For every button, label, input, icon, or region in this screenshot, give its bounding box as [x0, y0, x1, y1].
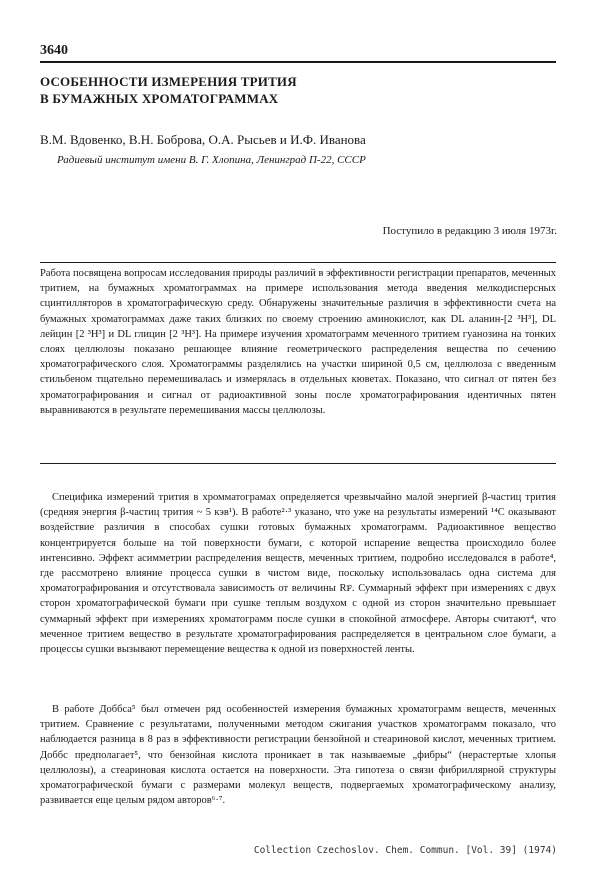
received-date: Поступило в редакцию 3 июля 1973г.: [382, 225, 557, 237]
body-paragraph-2: В работе Доббса⁵ был отмечен ряд особенностей измерения бумажных хроматограмм веществ, меченных тритием. Сравнение с результатами, полученными методом сжигания участков хроматограмм показало, что наблюдается разница в 8 раз в эффективности регистрации бензойной и стеариновой кислот, меченных тритием. Доббс предполагает⁵, что бензойная кислота проникает в так называемые „фибры“ (нерастертые хлопья целлюлозы), а стеариновая кислота остается на поверхности. Эта гипотеза о связи фибриллярной структуры хроматографической бумаги с размерами молекул веществ, подвергаемых хроматографическому анализу, развивается еще целым рядом авторов⁶·⁷.: [40, 704, 556, 807]
abstract-top-rule: [40, 262, 556, 263]
page-number: 3640: [40, 43, 68, 58]
title-line-2: В БУМАЖНЫХ ХРОМАТОГРАММАХ: [40, 91, 279, 106]
body-paragraph-1: Специфика измерений трития в хромматограмах определяется чрезвычайно малой энергией β-частиц трития (средняя энергия β-частиц трития ~ 5 кэв¹). В работе²·³ указано, что уже на результаты измерений ¹⁴C оказывают воздействие различия в способах сушки готовых бумажных хроматограмм. Радиоактивное вещество концентрируется больше на той поверхности бумаги, с которой испарение вещества происходило более интенсивно. Эффект асимметрии распределения веществ, меченных тритием, подробно исследовался в работе⁴, где рассмотрено влияние процесса сушки в чистом виде, поскольку использовалась одна система для хроматографирования и отсутствовала зависимость от величины Rꜰ. Суммарный эффект при измерениях с двух сторон хроматографической бумаги при сушке теплым воздухом с одной из сторон значительно превышает суммарный эффект при измерениях хроматограмм после сушки в спокойной атмосфере. Авторы считают⁴, что меченное тритием вещество в результате хроматографирования распределяется в центральном слое бумаги, а процессы сушки вызывают перемещение вещества к одной из поверхностей ленты.: [40, 492, 556, 656]
abstract: Работа посвящена вопросам исследования природы различий в эффективности регистрации препаратов, меченных тритием, на бумажных хроматограммах на примере использования метода введения мелкодисперсных сцинтилляторов в хроматографическую среду. Обнаружены значительные различия в эффективности счета на бумажных хроматограммах даже таких близких по своему строению аминокислот, как DL аланин-[2 ³H³], DL лейцин [2 ³H³] и DL глицин [2 ³H³]. На примере изучения хроматограмм меченного тритием гуанозина на тонких слоях целлюлозы показано решающее влияние геометрического распределения вещества по сечению хроматографического слоя. Хроматограммы разделялись на участки шириной 0,5 см, целлюлоза с введенным стильбеном тщательно перемешивалась и измерялась в отдельных кюветах. Показано, что сигнал от пятен без хроматографирования и сигнал от радиоактивной зоны после хроматографирования идентичных пятен выравниваются в результате перемешивания массы целлюлозы.: [40, 268, 556, 416]
header-rule: [40, 61, 556, 63]
title-line-1: ОСОБЕННОСТИ ИЗМЕРЕНИЯ ТРИТИЯ: [40, 74, 297, 89]
abstract-bottom-rule: [40, 463, 556, 464]
footer-citation: Collection Czechoslov. Chem. Commun. [Vol. 39] (1974): [253, 845, 557, 856]
authors: В.М. Вдовенко, В.Н. Боброва, О.А. Рысьев и И.Ф. Иванова: [40, 132, 366, 147]
article-title: [40, 73, 556, 107]
affiliation: Радиевый институт имени В. Г. Хлопина, Ленинград П-22, СССР: [57, 154, 366, 166]
